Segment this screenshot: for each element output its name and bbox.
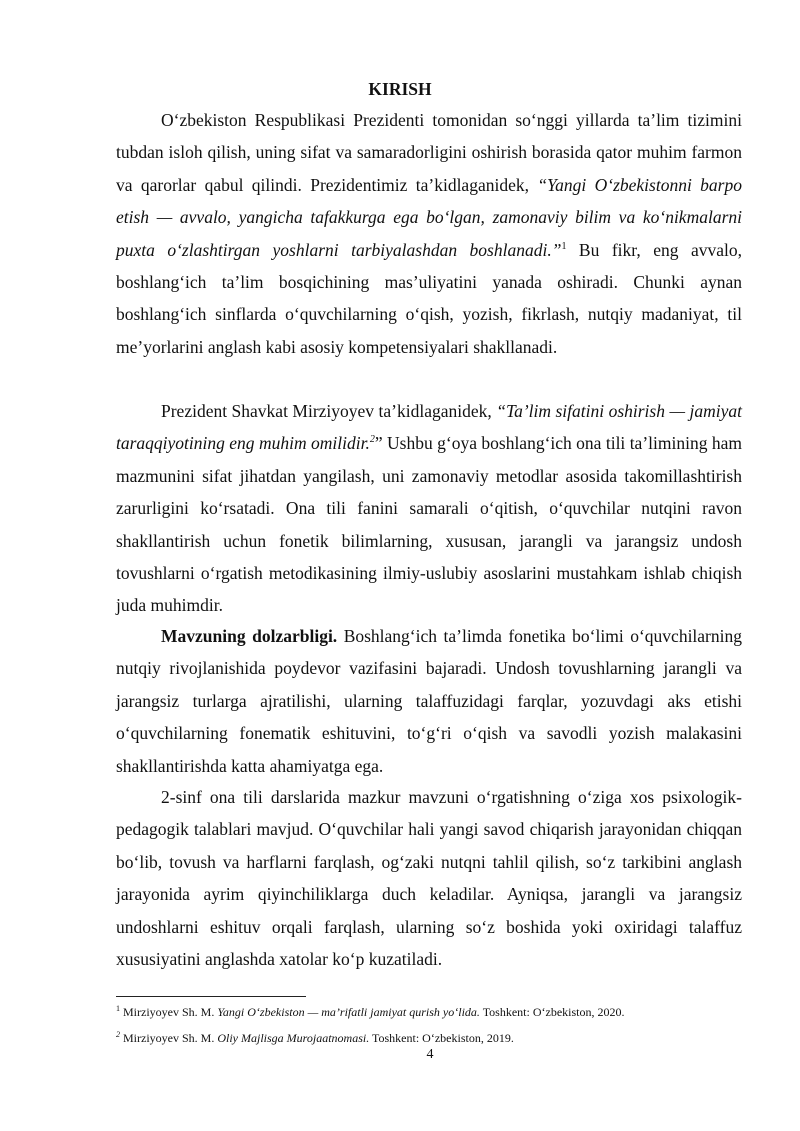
- president-quote: “Ta’lim sifatini oshirish — jamiyat taraqqiyotining eng muhim omilidir.: [116, 401, 742, 454]
- footnote-publisher: Toshkent: O‘zbekiston, 2020.: [479, 1005, 625, 1019]
- footnote-publisher: Toshkent: O‘zbekiston, 2019.: [369, 1031, 514, 1045]
- paragraph-text: Ushbu g‘oya boshlang‘ich ona tili ta’limining ham mazmunini sifat jihatdan yangilash, uni zamonaviy metodlar asosida takomillashtirish zarurligini ko‘rsatadi. Ona tili fanini samarali o‘qitish, o‘quvchilar nutqini ravon shakllantirish uchun fonetik bilimlarning, xususan, jarangli va jarangsiz undosh tovushlarni o‘rgatish metodikasining ilmiy-uslubiy asoslarini mustahkam ishlab chiqish juda muhimdir.: [116, 433, 742, 616]
- footnote-2: [116, 1030, 742, 1046]
- paragraph-text: 2-sinf ona tili darslarida mazkur mavzuni o‘rgatishning o‘ziga xos psixologik-pedagogik talablari mavjud. O‘quvchilar hali yangi savod chiqarish jarayonidan chiqqan bo‘lib, tovush va harflarni farqlash, og‘zaki nutqni tahlil qilish, so‘z tarkibini anglash jarayonida ayrim qiyinchiliklarga duch keladilar. Ayniqsa, jarangli va jarangsiz undoshlarni eshituv orqali farqlash, ularning so‘z boshida yoki oxiridagi talaffuz xususiyatini anglashda xatolar ko‘p kuzatiladi.: [116, 787, 742, 970]
- president-quote: “Yangi O‘zbekistonni barpo etish — avvalo, yangicha tafakkurga ega bo‘lgan, zamonaviy bilim va ko‘nikmalarni puxta o‘zlashtirgan yoshlarni tarbiyalashdan boshlanadi.”: [116, 174, 742, 260]
- section-heading: KIRISH: [368, 79, 432, 99]
- paragraph-text: Bu fikr, eng avvalo, boshlang‘ich ta’lim bosqichining mas’uliyatini yanada oshiradi. Chunki aynan boshlang‘ich sinflarda o‘quvchilarning o‘qish, yozish, fikrlash, nutqiy madaniyat, til me’yorlarini anglash kabi asosiy kompetensiyalari shakllanadi.: [116, 239, 742, 357]
- footnote-1: [116, 1004, 742, 1020]
- footnote-title: Yangi O‘zbekiston — ma’rifatli jamiyat qurish yo‘lida.: [217, 1005, 480, 1019]
- footnote-number: 1: [116, 1004, 120, 1013]
- relevance-lead: Mavzuning dolzarbligi.: [161, 626, 338, 646]
- quote-close-mark: ”: [374, 433, 383, 454]
- footnote-separator: [116, 996, 306, 997]
- relevance-paragraph: [116, 620, 742, 782]
- footnote-author: Mirziyoyev Sh. M.: [120, 1005, 218, 1019]
- paragraph-text: Boshlang‘ich ta’limda fonetika bo‘limi o‘quvchilarning nutqiy rivojlanishida poydevor vazifasini bajaradi. Undosh tovushlarning jarangli va jarangsiz turlarga ajratilishi, ularning talaffuzidagi farqlar, yozuvdagi aks etishi o‘quvchilarning fonematik eshituvini, to‘g‘ri o‘qish va savodli yozish malakasini shakllantirishda katta ahamiyatga ega.: [116, 626, 742, 776]
- paragraph-text: O‘zbekiston Respublikasi Prezidenti tomonidan so‘nggi yillarda ta’lim tizimini tubdan isloh qilish, uning sifat va samaradorligini oshirish borasida qator muhim farmon va qarorlar qabul qilindi. Prezidentimiz ta’kidlaganidek,: [116, 110, 742, 195]
- footnote-ref-2[interactable]: 2: [369, 434, 375, 446]
- footnote-author: Mirziyoyev Sh. M.: [120, 1031, 218, 1045]
- intro-paragraph-2: [116, 395, 742, 622]
- footnote-ref-1[interactable]: 1: [561, 240, 567, 252]
- paragraph-text: Prezident Shavkat Mirziyoyev ta’kidlaganidek,: [161, 401, 497, 421]
- page-number: 4: [426, 1047, 434, 1062]
- footnote-title: Oliy Majlisga Murojaatnomasi.: [217, 1031, 370, 1045]
- footnote-number: 2: [116, 1030, 120, 1039]
- requirements-paragraph: [116, 781, 742, 975]
- intro-paragraph-1: [116, 104, 742, 363]
